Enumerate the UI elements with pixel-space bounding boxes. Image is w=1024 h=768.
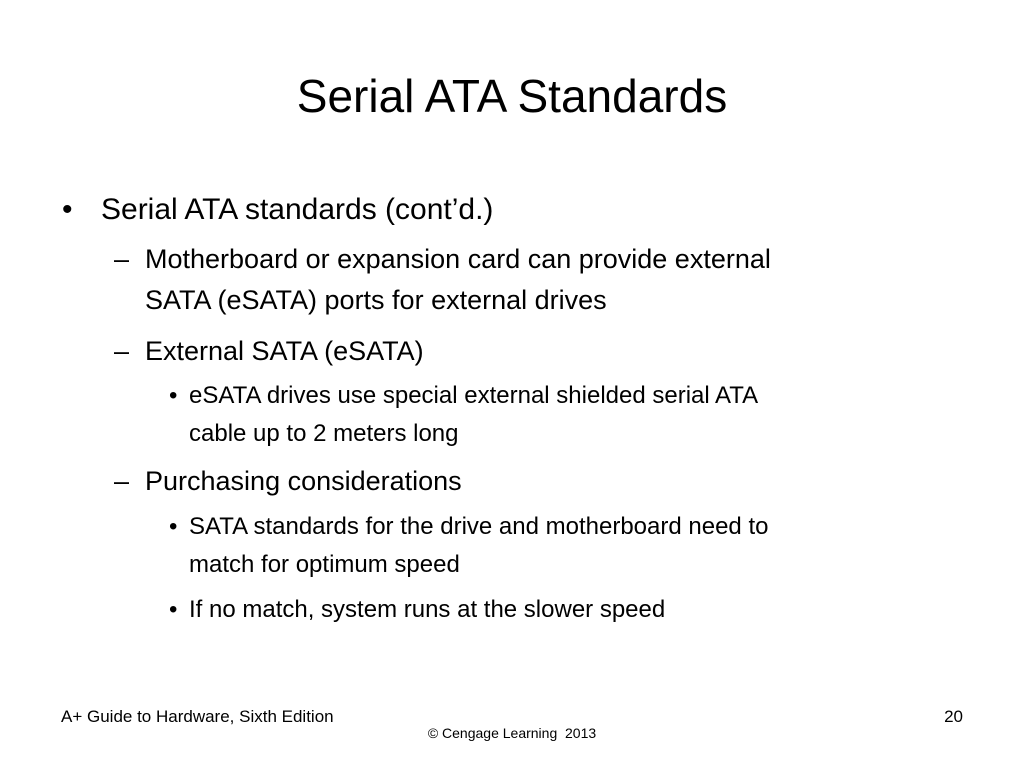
sub-bullet-item <box>114 239 1014 321</box>
sub-bullet-text: Purchasing considerations <box>145 466 462 496</box>
sub-bullet-text: External SATA (eSATA) <box>145 336 424 366</box>
bullet-marker: • <box>169 596 178 623</box>
bullet-item <box>62 193 962 227</box>
footer-copyright: © Cengage Learning 2013 <box>427 725 597 741</box>
sub-sub-bullet-item <box>169 377 969 453</box>
bullet-marker: • <box>169 382 178 409</box>
sub-bullet-item <box>114 331 1014 372</box>
sub-sub-bullet-text: match for optimum speed <box>189 551 460 578</box>
footer-page-number: 20 <box>944 707 963 726</box>
bullet-marker: • <box>169 513 178 540</box>
sub-sub-bullet-item <box>169 508 969 584</box>
dash-marker: – <box>114 336 130 366</box>
sub-bullet-item <box>114 461 1014 502</box>
sub-bullet-text: SATA (eSATA) ports for external drives <box>145 285 607 315</box>
sub-sub-bullet-text: SATA standards for the drive and motherboard need to <box>189 513 769 540</box>
slide-title: Serial ATA Standards <box>296 70 728 122</box>
sub-sub-bullet-text: If no match, system runs at the slower speed <box>189 596 666 623</box>
sub-bullet-text: Motherboard or expansion card can provide external <box>145 244 771 274</box>
sub-sub-bullet-text: eSATA drives use special external shielded serial ATA <box>189 382 759 409</box>
sub-sub-bullet-item <box>169 591 969 629</box>
bullet-marker: • <box>62 193 73 226</box>
bullet-text: Serial ATA standards (cont’d.) <box>101 193 494 226</box>
dash-marker: – <box>114 466 130 496</box>
footer-book-title: A+ Guide to Hardware, Sixth Edition <box>61 707 334 726</box>
sub-sub-bullet-text: cable up to 2 meters long <box>189 420 459 447</box>
dash-marker: – <box>114 244 130 274</box>
